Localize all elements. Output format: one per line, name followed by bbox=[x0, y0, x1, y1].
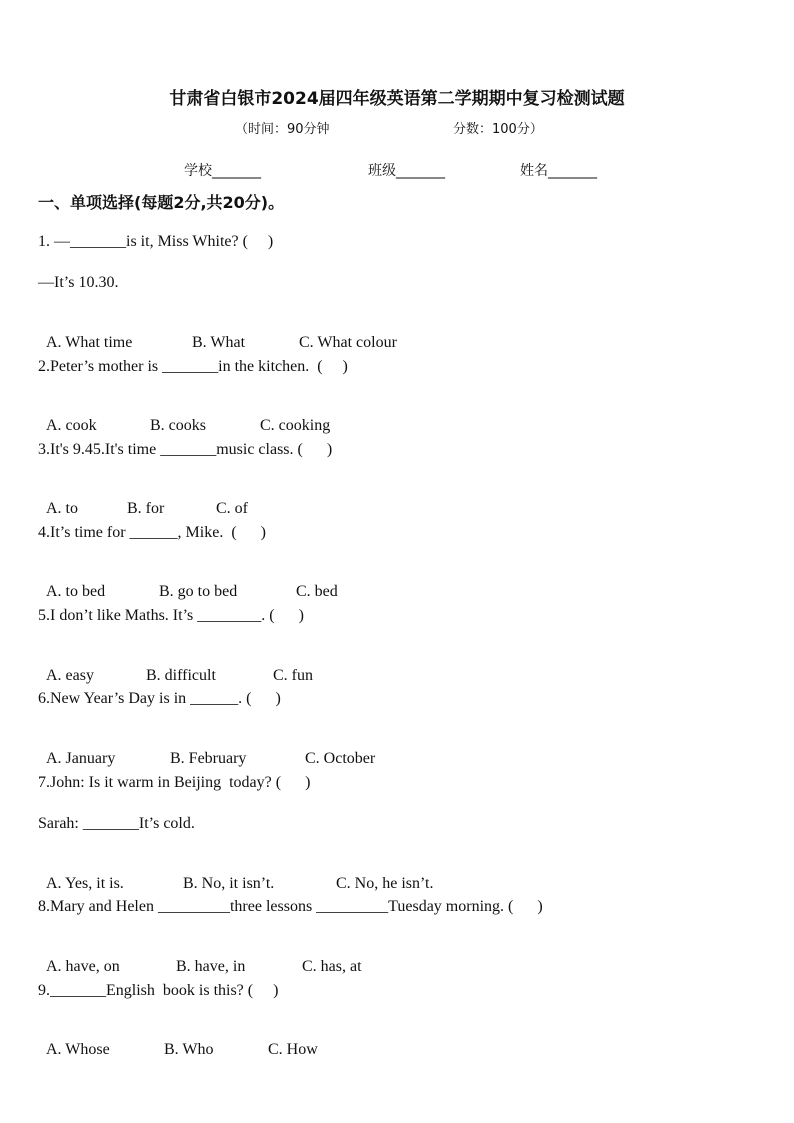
option: A. to bbox=[46, 500, 78, 517]
option: B. February bbox=[170, 750, 247, 767]
question-4-stem: 4.It’s time for ______, Mike. ( ) bbox=[38, 524, 266, 541]
name-field: 姓名_______ bbox=[520, 163, 597, 179]
option: C. What colour bbox=[299, 334, 397, 351]
option: A. Yes, it is. bbox=[46, 875, 124, 892]
option: C. bed bbox=[296, 583, 338, 600]
option: B. Who bbox=[164, 1041, 214, 1058]
question-8-stem: 8.Mary and Helen _________three lessons _________Tuesday morning. ( ) bbox=[38, 898, 543, 915]
option: C. of bbox=[216, 500, 248, 517]
question-8-options bbox=[38, 940, 362, 976]
exam-time: （时间：90分钟 bbox=[235, 122, 330, 137]
question-4-options bbox=[38, 565, 338, 601]
option: B. have, in bbox=[176, 958, 246, 975]
option: A. to bed bbox=[46, 583, 106, 600]
option: A. easy bbox=[46, 667, 94, 684]
page-title: 甘肃省白银市2024届四年级英语第二学期期中复习检测试题 bbox=[169, 89, 625, 109]
option: C. cooking bbox=[260, 417, 331, 434]
question-5-options bbox=[38, 649, 313, 685]
option: B. go to bed bbox=[159, 583, 238, 600]
option: B. What bbox=[192, 334, 246, 351]
option: C. has, at bbox=[302, 958, 362, 975]
option: C. October bbox=[305, 750, 376, 767]
option: A. Whose bbox=[46, 1041, 110, 1058]
option: B. difficult bbox=[146, 667, 216, 684]
section-heading: 一、单项选择(每题2分,共20分)。 bbox=[38, 193, 285, 212]
question-5-stem: 5.I don’t like Maths. It’s ________. ( ) bbox=[38, 607, 304, 624]
option: A. January bbox=[46, 750, 116, 767]
option: B. for bbox=[127, 500, 165, 517]
option: C. How bbox=[268, 1041, 318, 1058]
question-2-options bbox=[38, 399, 330, 435]
question-1-options bbox=[38, 316, 397, 352]
question-1-answer-line: —It’s 10.30. bbox=[38, 274, 119, 291]
question-7-dialogue-line: Sarah: _______It’s cold. bbox=[38, 815, 195, 832]
option: B. No, it isn’t. bbox=[183, 875, 275, 892]
question-6-options bbox=[38, 732, 375, 768]
question-9-stem: 9._______English book is this? ( ) bbox=[38, 982, 279, 999]
option: A. have, on bbox=[46, 958, 120, 975]
question-3-options bbox=[38, 482, 248, 518]
option: C. No, he isn’t. bbox=[336, 875, 434, 892]
question-2-stem: 2.Peter’s mother is _______in the kitchen. ( ) bbox=[38, 358, 348, 375]
question-6-stem: 6.New Year’s Day is in ______. ( ) bbox=[38, 690, 281, 707]
school-field: 学校_______ bbox=[184, 163, 261, 179]
option: A. What time bbox=[46, 334, 133, 351]
question-9-options bbox=[38, 1023, 318, 1059]
class-field: 班级_______ bbox=[368, 163, 445, 179]
question-7-stem: 7.John: Is it warm in Beijing today? ( ) bbox=[38, 774, 311, 791]
option: B. cooks bbox=[150, 417, 206, 434]
question-7-options bbox=[38, 857, 433, 893]
option: A. cook bbox=[46, 417, 97, 434]
question-3-stem: 3.It's 9.45.It's time _______music class. ( ) bbox=[38, 441, 333, 458]
question-1-stem: 1. —_______is it, Miss White? ( ) bbox=[38, 233, 274, 250]
option: C. fun bbox=[273, 667, 313, 684]
exam-score: 分数：100分） bbox=[453, 122, 543, 137]
